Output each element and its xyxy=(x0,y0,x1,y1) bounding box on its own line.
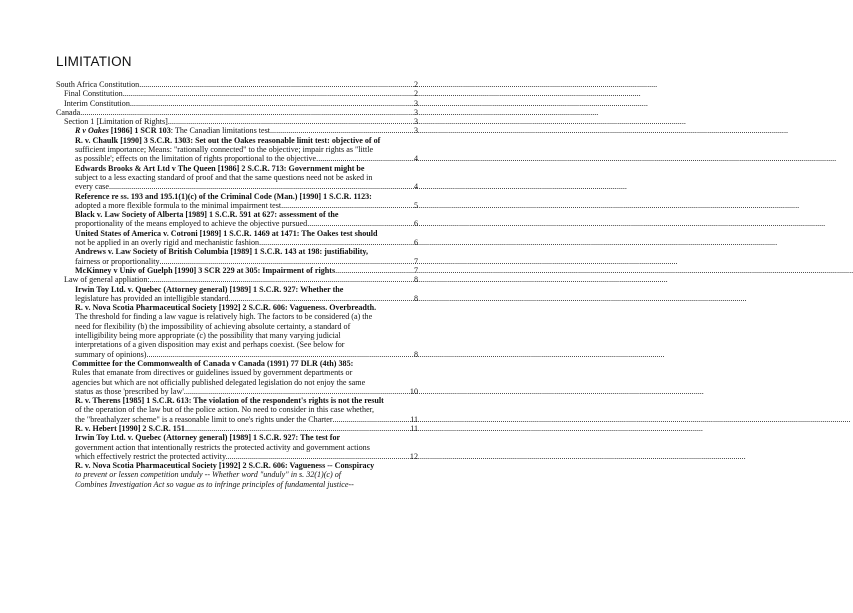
entry-line: United States of America v. Cotroni [1989] 1 S.C.R. 1469 at 1471: The Oakes test should xyxy=(75,228,378,238)
case-name: R v Oakes xyxy=(75,126,109,136)
entry-line: interpretations of a given disposition may exist and perhaps coexist. (See below for xyxy=(75,340,345,350)
toc-entry-law-of-general-application[interactable] xyxy=(56,275,418,284)
page-number: 6 xyxy=(413,238,418,248)
entry-line: subject to a less exacting standard of proof and that the same questions need not be asked in xyxy=(75,172,373,182)
page-number: 7 xyxy=(413,256,418,266)
entry-line: R. v. Chaulk [1990] 3 S.C.R. 1303: Set out the Oakes reasonable limit test: objective of of xyxy=(75,135,381,145)
entry-label: Interim Constitution xyxy=(64,98,130,108)
page-number: 11 xyxy=(410,423,418,433)
toc-entry-cotroni[interactable] xyxy=(56,229,418,248)
entry-line: adopted a more flexible formula to the minimal impairment test xyxy=(75,200,282,210)
entry-line: Irwin Toy Ltd. v. Quebec (Attorney general) [1989] 1 S.C.R. 927: Whether the xyxy=(75,284,344,294)
page-number: 12 xyxy=(409,451,418,461)
entry-line: status as those 'prescribed by law'. xyxy=(75,386,186,396)
entry-line: Combines Investigation Act so vague as to infringe principles of fundamental justice-- xyxy=(75,479,354,489)
toc-entry-south-africa[interactable] xyxy=(56,80,418,89)
table-of-contents xyxy=(56,80,418,489)
entry-line: not be applied in an overly rigid and mechanistic fashion xyxy=(75,238,260,248)
toc-entry-oakes[interactable] xyxy=(56,126,418,135)
entry-summary: : The Canadian limitations test xyxy=(170,126,270,136)
page-number: 8 xyxy=(413,275,418,285)
entry-label: Section 1 [Limitation of Rights] xyxy=(64,117,168,127)
entry-line: McKinney v Univ of Guelph [1990] 3 SCR 229 at 305: Impairment of rights xyxy=(75,265,336,275)
page-number: 3 xyxy=(413,107,418,117)
entry-line: every case xyxy=(75,182,109,192)
toc-entry-irwin-toy-2[interactable] xyxy=(56,433,418,461)
toc-entry-andrews[interactable] xyxy=(56,247,418,266)
entry-label: Law of general appliation: xyxy=(64,275,150,285)
toc-entry-canada[interactable] xyxy=(56,108,418,117)
entry-line: fairness or proportionality xyxy=(75,256,160,266)
toc-entry-final-constitution[interactable] xyxy=(56,89,418,98)
toc-entry-mckinney[interactable] xyxy=(56,266,418,275)
case-citation: [1986] 1 SCR 103 xyxy=(108,126,171,136)
page-number: 3 xyxy=(413,98,418,108)
entry-line: R. v. Therens [1985] 1 S.C.R. 613: The violation of the respondent's rights is not the result xyxy=(75,396,384,406)
page-number: 4 xyxy=(413,154,418,164)
entry-label: Canada xyxy=(56,107,81,117)
entry-line: Edwards Brooks & Art Ltd v The Queen [1986] 2 S.C.R. 713: Government might be xyxy=(75,163,365,173)
entry-line: R. v. Nova Scotia Pharmaceutical Society [1992] 2 S.C.R. 606: Vagueness -- Conspiracy xyxy=(75,461,375,471)
page-number: 2 xyxy=(413,89,418,99)
page-number: 3 xyxy=(413,117,418,127)
entry-line: Committee for the Commonwealth of Canada v Canada (1991) 77 DLR (4th) 385: xyxy=(72,358,354,368)
entry-line: of the operation of the law but of the police action. No need to consider in this case whether, xyxy=(75,405,375,415)
page-number: 2 xyxy=(413,80,418,89)
page-number: 8 xyxy=(413,349,418,359)
page-number: 5 xyxy=(413,200,418,210)
page-number: 6 xyxy=(413,219,418,229)
page-number: 3 xyxy=(413,126,418,136)
toc-entry-edwards-brooks[interactable] xyxy=(56,164,418,192)
toc-entry-interim-constitution[interactable] xyxy=(56,99,418,108)
entry-line: Irwin Toy Ltd. v. Quebec (Attorney general) [1989] 1 S.C.R. 927: The test for xyxy=(75,433,341,443)
entry-line: Black v. Law Society of Alberta [1989] 1 S.C.R. 591 at 627: assessment of the xyxy=(75,210,339,220)
page-number: 10 xyxy=(409,386,418,396)
toc-entry-nova-scotia-2[interactable] xyxy=(56,461,418,489)
page-number: 4 xyxy=(413,182,418,192)
toc-entry-therens[interactable] xyxy=(56,396,418,424)
entry-line: Rules that emanate from directives or guidelines issued by government departments or xyxy=(72,368,353,378)
entry-line: The threshold for finding a law vague is relatively high. The factors to be considered (a) the xyxy=(75,312,373,322)
page-number: 11 xyxy=(410,414,418,424)
entry-line: which effectively restrict the protected activity. xyxy=(75,451,228,461)
toc-entry-black-law-society[interactable] xyxy=(56,210,418,229)
page-number: 8 xyxy=(413,293,418,303)
entry-line: intelligibility being more appropriate (c) the possibility that many varying judicial xyxy=(75,331,341,341)
toc-entry-section-1[interactable] xyxy=(56,117,418,126)
toc-entry-hebert[interactable] xyxy=(56,424,418,433)
toc-entry-chaulk[interactable] xyxy=(56,136,418,164)
toc-entry-nova-scotia-1[interactable] xyxy=(56,303,418,359)
toc-entry-reference-criminal-code[interactable] xyxy=(56,192,418,211)
entry-line: need for flexibility (b) the impossibility of achieving absolute certainty, a standard of xyxy=(75,321,351,331)
entry-line: government action that intentionally restricts the protected activity and government actions xyxy=(75,442,370,452)
entry-line: to prevent or lessen competition unduly -- Whether word "unduly" in s. 32(1)(c) of xyxy=(75,470,342,480)
entry-line: sufficient importance; Means: "rationally connected" to the objective; impair rights as "little xyxy=(75,145,374,155)
page-number: 7 xyxy=(413,265,418,275)
entry-line: as possible'; effects on the limitation of rights proportional to the objective. xyxy=(75,154,319,164)
entry-line: summary of opinions) xyxy=(75,349,147,359)
toc-entry-committee-commonwealth[interactable] xyxy=(56,359,418,396)
entry-line: Andrews v. Law Society of British Columbia [1989] 1 S.C.R. 143 at 198: justifiability, xyxy=(75,247,369,257)
entry-label: Final Constitution xyxy=(64,89,123,99)
entry-label: South Africa Constitution xyxy=(56,80,140,89)
entry-line: proportionality of the means employed to achieve the objective pursued xyxy=(75,219,308,229)
entry-line: agencies but which are not officially published delegated legislation do not enjoy the same xyxy=(72,377,366,387)
toc-entry-irwin-toy-1[interactable] xyxy=(56,285,418,304)
entry-line: the "breathalyzer scheme" is a reasonable limit to one's rights under the Charter xyxy=(75,414,333,424)
entry-line: Reference re ss. 193 and 195.1(1)(c) of the Criminal Code (Man.) [1990] 1 S.C.R. 1123: xyxy=(75,191,372,201)
entry-line: R. v. Nova Scotia Pharmaceutical Society [1992] 2 S.C.R. 606: Vagueness. Overbreadth. xyxy=(75,303,377,313)
entry-line: legislature has provided an intelligible standard xyxy=(75,293,229,303)
entry-line: R. v. Hebert [1990] 2 S.C.R. 151 xyxy=(75,423,185,433)
page-title: LIMITATION xyxy=(56,54,132,69)
